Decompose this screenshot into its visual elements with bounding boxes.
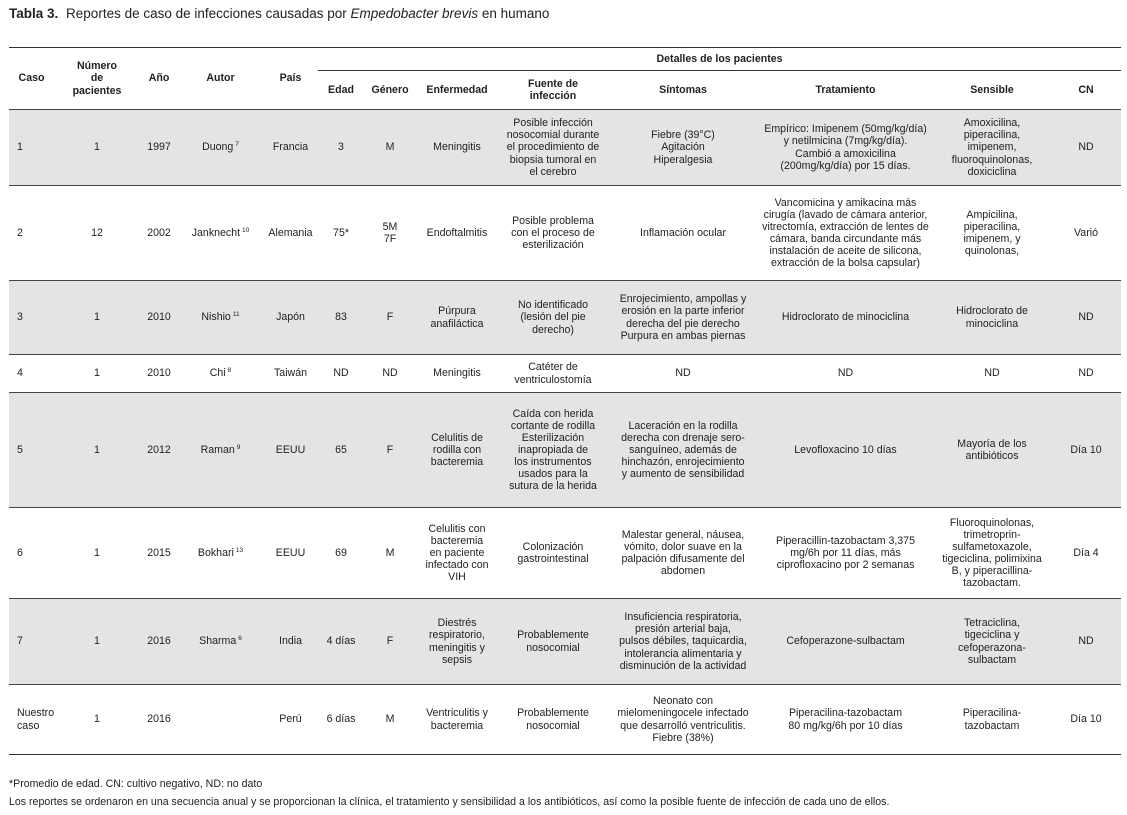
cell-numero: 1 [54,393,140,508]
author-name: Bokhari [197,546,234,559]
cell-pais: EEUU [263,393,318,508]
cell-edad: 69 [335,546,347,559]
table-row [9,110,1121,186]
organism-name: Empedobacter brevis [350,6,479,21]
cell-sintomas: Malestar general, náusea, vómito, dolor suave en la palpación difusamente del abdomen [621,528,745,578]
footnote-abbreviations: *Promedio de edad. CN: cultivo negativo, ND: no dato [9,778,263,790]
cell-anio: 2015 [147,546,171,559]
cell-sintomas: Neonato con mielomeningocele infectado que desarrolló ventriculitis. Fiebre (38%) [617,695,749,744]
cell-sintomas: Laceración en la rodilla derecha con drenaje sero- sanguíneo, además de hinchazón, enrojecimiento y aumento de sensibilidad [608,393,758,508]
cell-autor [178,186,263,281]
table-row [9,281,1121,355]
cell-edad: 65 [318,393,364,508]
cell-anio: 1997 [140,110,178,186]
cell-genero: ND [382,367,398,380]
cell-autor [178,685,263,755]
cell-numero: 1 [54,599,140,685]
cell-genero: F [364,281,416,355]
reference-number: 7 [235,141,239,149]
cell-caso: 2 [17,226,23,239]
author-name: Nishio [201,311,231,324]
cell-sensible: Mayoría de los antibióticos [933,393,1051,508]
cell-genero: F [364,599,416,685]
cell-enfermedad: Meningitis [416,110,498,186]
cell-anio: 2012 [140,393,178,508]
cell-anio: 2002 [147,226,171,239]
reference-number: 10 [242,226,250,234]
cell-enfermedad: Diestrés respiratorio, meningitis y sepsis [416,599,498,685]
cell-fuente: Probablemente nosocomial [498,599,608,685]
cell-edad: ND [333,367,349,380]
header-edad: Edad [318,71,364,110]
cell-edad: 83 [318,281,364,355]
table-row [9,355,1121,393]
cell-genero: M [385,713,395,726]
cell-cn: ND [1051,281,1121,355]
cell-caso: 7 [9,599,54,685]
author-name: Chi [209,367,226,380]
cell-pais: Japón [263,281,318,355]
cell-tratamiento: Cefoperazone-sulbactam [758,599,933,685]
reference-number: 9 [236,443,241,451]
case-report-table [9,47,1121,755]
cell-sensible: Tetraciclina, tigeciclina y cefoperazona- sulbactam [933,599,1051,685]
header-enfermedad: Enfermedad [416,71,498,110]
table-row [9,599,1121,685]
cell-sensible: Hidroclorato de minociclina [933,281,1051,355]
cell-cn: ND [1051,110,1121,186]
reference-number: 8 [227,367,232,375]
cell-pais: Perú [279,713,302,726]
cell-autor [178,599,263,685]
header-tratamiento: Tratamiento [758,71,933,110]
cell-sintomas: ND [675,367,691,380]
table-label: Tabla 3. [9,6,59,21]
cell-tratamiento: ND [837,367,854,380]
cell-cn: Varió [1074,226,1098,239]
reference-number: 11 [232,311,240,319]
cell-pais: India [263,599,318,685]
header-anio: Año [140,48,178,110]
cell-anio: 2010 [147,367,171,380]
cell-sensible: Piperacilina- tazobactam [962,707,1022,732]
header-pais: País [263,48,318,110]
cell-anio: 2010 [140,281,178,355]
cell-anio: 2016 [140,599,178,685]
header-autor: Autor [178,48,263,110]
cell-cn: ND [1051,599,1121,685]
cell-pais: Francia [263,110,318,186]
cell-numero: 12 [91,226,103,239]
header-caso: Caso [9,48,54,110]
footnote-description: Los reportes se ordenaron en una secuencia anual y se proporcionan la clínica, el tratamiento y sensibilidad a los antibióticos, así como la posible fuente de infección de cada uno de ellos. [9,796,890,808]
cell-tratamiento: Piperacilina-tazobactam 80 mg/kg/6h por 10 días [788,707,903,732]
table-row [9,393,1121,508]
cell-sensible: Amoxicilina, piperacilina, imipenem, fluoroquinolonas, doxiciclina [933,110,1051,186]
cell-enfermedad: Ventriculitis y bacteremia [426,707,488,732]
cell-autor [178,393,263,508]
cell-caso: 1 [9,110,54,186]
cell-sintomas: Inflamación ocular [640,226,726,239]
cell-fuente: Posible problema con el proceso de esterilización [511,214,595,252]
header-group: Detalles de los pacientes [318,48,1121,71]
cell-caso: 6 [17,546,23,559]
author-name: Janknecht [191,226,241,239]
header-cn: CN [1051,71,1121,110]
author-name: Raman [200,443,235,456]
cell-fuente: Caída con herida cortante de rodilla Esterilización inapropiada de los instrumentos usados para la sutura de la herida [498,393,608,508]
cell-caso: 5 [9,393,54,508]
cell-numero: 1 [94,367,100,380]
header-fuente: Fuente de infección [498,71,608,110]
title-text-after: en humano [481,6,550,21]
cell-numero: 1 [54,110,140,186]
cell-edad: 6 días [326,713,356,726]
cell-fuente: Colonización gastrointestinal [517,540,589,565]
cell-enfermedad: Endoftalmitis [426,226,488,239]
cell-fuente: Probablemente nosocomial [517,707,589,732]
cell-tratamiento: Piperacillin-tazobactam 3,375 mg/6h por 11 días, más ciprofloxacino por 2 semanas [776,534,915,572]
table-row [9,685,1121,755]
header-numero: Número de pacientes [54,48,140,110]
cell-sensible: Fluoroquinolonas, trimetroprin- sulfametoxazole, tigeciclina, polimixina B, y piperacillina- tazobactam. [942,516,1042,590]
header-sintomas: Síntomas [608,71,758,110]
table-title [9,6,549,21]
cell-caso: 4 [17,367,23,380]
cell-genero: M [385,546,395,559]
cell-edad: 75* [333,226,349,239]
table-row [9,186,1121,281]
cell-genero: F [364,393,416,508]
reference-number: 6 [238,635,242,643]
cell-autor [178,110,263,186]
cell-edad: 4 días [318,599,364,685]
cell-cn: Día 10 [1070,713,1102,726]
cell-autor [178,508,263,599]
cell-caso: 3 [9,281,54,355]
author-name: Sharma [199,635,237,648]
cell-numero: 1 [94,546,100,559]
header-sensible: Sensible [933,71,1051,110]
title-text-before: Reportes de caso de infecciones causadas por [66,6,347,21]
cell-pais: Alemania [268,226,313,239]
author-name: Duong [202,141,234,154]
cell-autor [178,355,263,393]
header-genero: Género [364,71,416,110]
cell-numero: 1 [94,713,100,726]
cell-fuente: Catéter de ventriculostomía [514,361,592,386]
cell-pais: EEUU [275,546,306,559]
cell-fuente: Posible infección nosocomial durante el procedimiento de biopsia tumoral en el cerebro [498,110,608,186]
cell-enfermedad: Celulitis de rodilla con bacteremia [416,393,498,508]
cell-autor [178,281,263,355]
cell-fuente: No identificado (lesión del pie derecho) [498,281,608,355]
reference-number: 13 [235,546,244,554]
cell-cn: ND [1078,367,1094,380]
cell-enfermedad: Celulitis con bacteremia en paciente infectado con VIH [425,522,489,584]
cell-genero: 5M 7F [382,220,398,245]
cell-caso: Nuestro caso [17,707,55,732]
cell-tratamiento: Levofloxacino 10 días [758,393,933,508]
cell-sintomas: Enrojecimiento, ampollas y erosión en la parte inferior derecha del pie derecho Purpura en ambas piernas [608,281,758,355]
cell-cn: Día 4 [1073,546,1099,559]
cell-enfermedad: Púrpura anafiláctica [416,281,498,355]
cell-pais: Taiwán [274,367,307,380]
cell-cn: Día 10 [1051,393,1121,508]
cell-sintomas: Insuficiencia respiratoria, presión arterial baja, pulsos débiles, taquicardia, intolerancia alimentaria y disminución de la actividad [608,599,758,685]
cell-enfermedad: Meningitis [433,367,481,380]
cell-numero: 1 [54,281,140,355]
cell-tratamiento: Vancomicina y amikacina más cirugía (lavado de cámara anterior, vitrectomía, extracción de lentes de cámara, banda circundante más instalación de aceite de silicona, extracción de la bolsa capsular) [762,196,929,270]
cell-sintomas: Fiebre (39°C) Agitación Hiperalgesia [608,110,758,186]
cell-sensible: ND [984,367,1000,380]
table-row [9,508,1121,599]
cell-anio: 2016 [147,713,171,726]
cell-tratamiento: Hidroclorato de minociclina [758,281,933,355]
cell-genero: M [364,110,416,186]
cell-sensible: Ampicilina, piperacilina, imipenem, y quinolonas, [963,208,1021,258]
cell-tratamiento: Empírico: Imipenem (50mg/kg/día) y netilmicina (7mg/kg/día). Cambió a amoxicilina (200mg/kg/día) por 15 días. [758,110,933,186]
cell-edad: 3 [318,110,364,186]
